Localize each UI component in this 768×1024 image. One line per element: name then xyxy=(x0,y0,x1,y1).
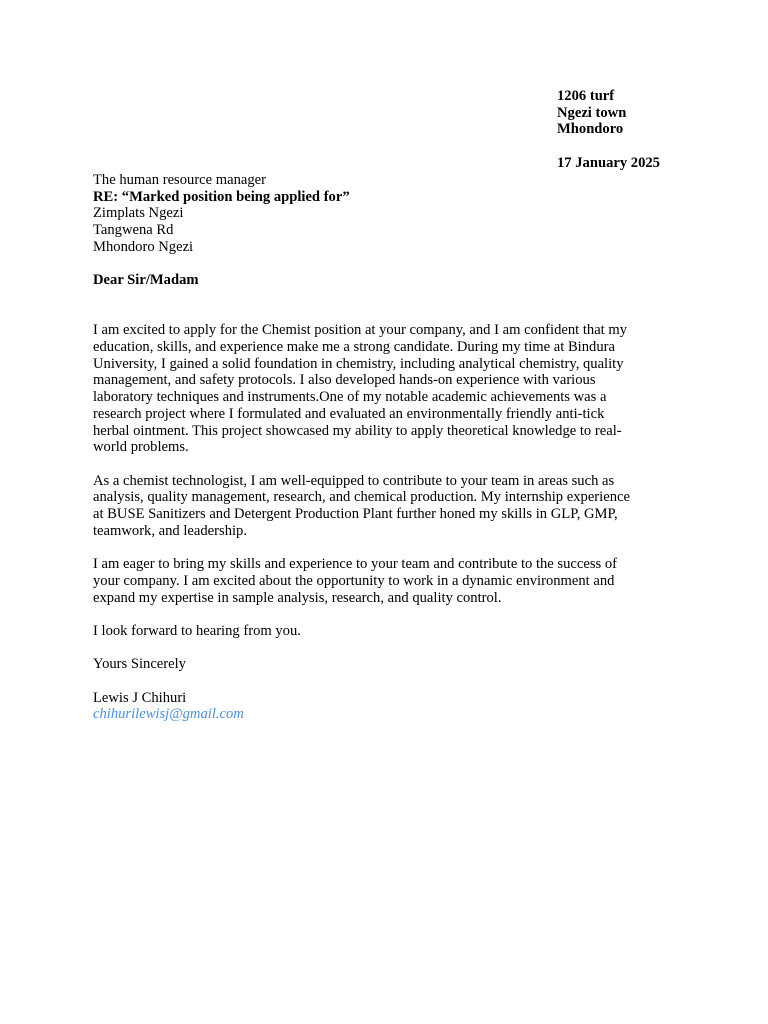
sender-address-line-2: Ngezi town xyxy=(557,104,627,121)
paragraph-motivation: I am eager to bring my skills and experience to your team and contribute to the success of your company. I am excited about the opportunity to work in a dynamic environment and expand my expertise in sample analysis, research, and quality control. xyxy=(93,556,617,606)
salutation: Dear Sir/Madam xyxy=(93,272,199,289)
sender-address-line-1: 1206 turf xyxy=(557,88,615,104)
recipient-street: Tangwena Rd xyxy=(93,222,174,239)
email-link[interactable]: chihurilewisj@gmail.com xyxy=(93,706,244,723)
paragraph-closing-remark: I look forward to hearing from you. xyxy=(93,622,301,639)
closing: Yours Sincerely xyxy=(93,656,186,673)
sender-address-block xyxy=(557,88,660,172)
paragraph-skills: As a chemist technologist, I am well-equipped to contribute to your team in areas such as analysis, quality management, research, and chemical production. My internship experience at BUSE Sanitizers and Detergent Production Plant further honed my skills in GLP, GMP, teamwork, and leadership. xyxy=(93,472,630,539)
recipient-company: Zimplats Ngezi xyxy=(93,205,184,222)
re-line: RE: “Marked position being applied for” xyxy=(93,188,350,205)
sender-address-line-3: Mhondoro xyxy=(557,121,624,138)
paragraph-intro: I am excited to apply for the Chemist position at your company, and I am confident that my education, skills, and experience make me a strong candidate. During my time at Bindura University, I gained a solid foundation in chemistry, including analytical chemistry, quality management, and safety protocols. I also developed hands-on experience with various laboratory techniques and instruments.One of my notable academic achievements was a research project where I formulated and evaluated an environmentally friendly anti-tick herbal ointment. This project showcased my ability to apply theoretical knowledge to real- world problems. xyxy=(93,322,628,456)
recipient-block xyxy=(93,172,673,256)
recipient-title: The human resource manager xyxy=(93,172,267,188)
signature-block xyxy=(93,690,673,723)
recipient-city: Mhondoro Ngezi xyxy=(93,238,194,255)
letter-body xyxy=(93,172,673,723)
signature-name: Lewis J Chihuri xyxy=(93,689,187,706)
letter-date: 17 January 2025 xyxy=(557,154,660,171)
